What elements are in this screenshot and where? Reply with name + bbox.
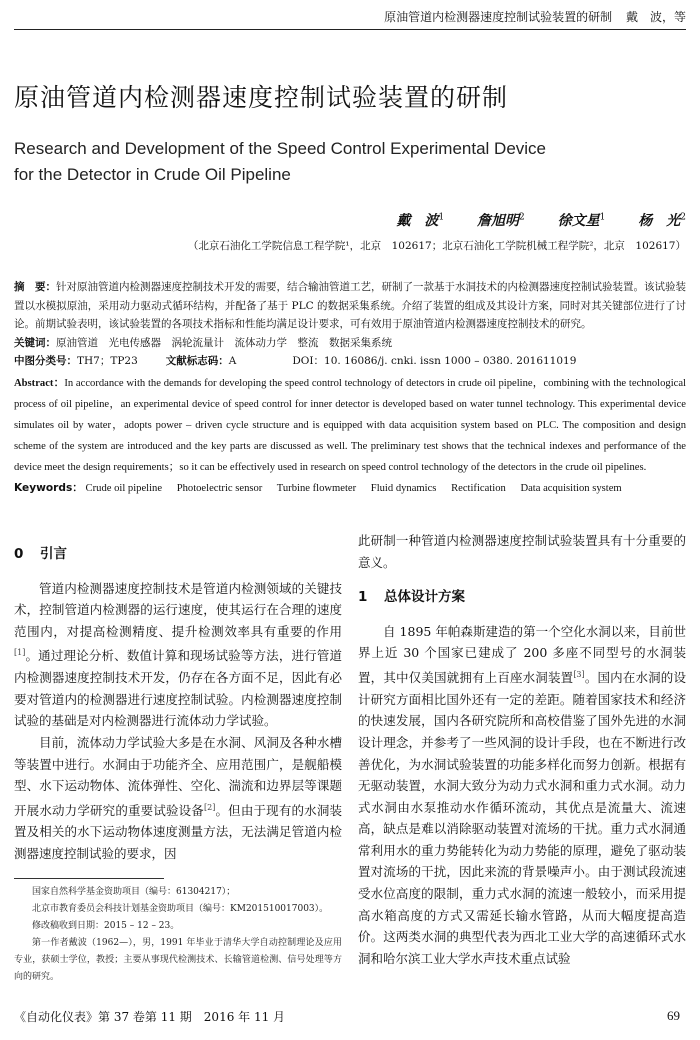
footnote: 北京市教育委员会科技计划基金资助项目（编号：KM201510017003）。	[32, 904, 329, 914]
page-footer	[14, 1008, 686, 1025]
footnote: 修改稿收到日期：2015 – 12 – 23。	[32, 921, 180, 931]
running-author: 戴 波，等	[625, 10, 686, 24]
paper-title-en-line2: for the Detector in Crude Oil Pipeline	[14, 165, 291, 184]
abstract-zh	[14, 278, 686, 334]
paper-title-zh: 原油管道内检测器速度控制试验装置的研制	[14, 83, 509, 112]
paragraph: 目前，流体动力学试验大多是在水洞、风洞及各种水槽等装置中进行。水洞由于功能齐全、应用范围广，是舰船模型、水下运动物体、流体弹性、空化、湍流和边界层等课题开展水动力学研究的重要试验设备[2]。但由于现有的水洞装置及相关的水下运动物体速度测量方法，无法满足管道内检测器速度控制试验的要求，因	[14, 734, 342, 862]
paper-title-en	[14, 136, 686, 188]
paragraph: 管道内检测器速度控制技术是管道内检测领域的关键技术，控制管道内检测器的运行速度，使其运行在合理的速度范围内，对提高检测精度、提升检测效率具有重要的作用[1]。通过理论分析、数值计算和现场试验等方法，进行管道内检测器速度控制技术开发，仍存在各方面不足，因此有必要对管道内的检测器进行速度控制试验。内检测器速度控制试验的基础是对内检测器进行流体动力学试验。	[14, 580, 342, 729]
citation: [1]	[14, 648, 26, 658]
journal-info: 《自动化仪表》第 37 卷第 11 期 2016 年 11 月	[14, 1010, 286, 1024]
keywords-en	[14, 478, 686, 499]
doc-code-label: 文献标志码：	[165, 355, 229, 367]
affiliation: （北京石油化工学院信息工程学院¹，北京 102617；北京石油化工学院机械工程学院²，北京 102617）	[187, 240, 686, 252]
keyword-en: Rectification	[451, 482, 506, 494]
abstract-zh-text: 针对原油管道内检测器速度控制技术开发的需要，结合输油管道工艺，研制了一款基于水洞技术的内检测器速度控制试验装置。该试验装置以水模拟原油，采用动力驱动式循环结构，并配备了基于 PLC 的数据采集系统。介绍了装置的组成及其设计方案，同时对其关键部位进行了讨论。前期试验表明，该试验装置的各项技术指标和性能均满足设计要求，可有效用于原油管道内检测器速度控制技术的研究。	[14, 281, 686, 330]
citation: [2]	[203, 802, 216, 812]
footnote: 国家自然科学基金资助项目（编号：61304217）；	[32, 887, 236, 897]
keyword-en: Turbine flowmeter	[276, 482, 357, 494]
citation: [3]	[573, 669, 585, 679]
footnotes	[14, 884, 342, 986]
footnote: 第一作者戴波（1962—），男，1991 年毕业于清华大学自动控制理论及应用专业，获硕士学位，教授；主要从事现代检测技术、长输管道检测、信号处理等方向的研究。	[14, 938, 342, 982]
right-column	[358, 530, 686, 969]
keyword-en: Data acquisition system	[520, 482, 622, 494]
doi: DOI：10. 16086/j. cnki. issn 1000 – 0380. 201611019	[292, 355, 577, 367]
cls-label: 中图分类号：	[14, 355, 77, 367]
classification-line	[14, 352, 686, 371]
abstract-block	[14, 278, 686, 499]
keywords-zh-label: 关键词：	[14, 336, 56, 349]
keywords-zh	[14, 334, 686, 353]
keyword-en: Fluid dynamics	[370, 482, 437, 494]
keywords-zh-text: 原油管道 光电传感器 涡轮流量计 流体动力学 整流 数据采集系统	[56, 336, 392, 349]
keyword-en: Photoelectric sensor	[176, 482, 263, 494]
running-header	[14, 8, 686, 30]
left-column	[14, 540, 342, 865]
cls-value: TH7；TP23	[77, 355, 138, 367]
abstract-en-label: Abstract：	[14, 377, 65, 389]
section-heading-intro: 0 引言	[14, 546, 67, 562]
running-title: 原油管道内检测器速度控制试验装置的研制	[384, 10, 613, 24]
paragraph-continuation: 此研制一种管道内检测器速度控制试验装置具有十分重要的意义。	[358, 533, 686, 570]
author: 戴 波$^1$	[396, 212, 445, 229]
abstract-zh-label: 摘 要：	[14, 281, 56, 293]
abstract-en-text: In accordance with the demands for developing the speed control technology of detectors in crude oil pipeline，combining with the technological process of oil pipeline，an experimental device of speed control for inner detector is developed based on water tunnel technology. This experimental device simulates oil by water，adopts power – driven cycle structure and is equipped with data acquisition system based on PLC. The composition and design scheme of the system are introduced and the key parts are discussed as well. The preliminary test shows that the technical indexes and performance of the device meet the design requirements；so it can be effectively used in research on speed control technology of the detectors in the crude oil pipelines.	[14, 377, 686, 473]
doc-code-value: A	[228, 355, 237, 367]
keywords-en-label: Keywords：	[14, 481, 83, 494]
author: 徐文星$^1$	[557, 212, 606, 229]
page-number: 69	[667, 1008, 680, 1023]
paragraph: 自 1895 年帕森斯建造的第一个空化水洞以来，目前世界上近 30 个国家已建成了 200 多座不同型号的水洞装置，其中仅美国就拥有上百座水洞装置[3]。国内在水洞的设计研究方面相比国外还有一定的差距。随着国家技术和经济的快速发展，国内各研究院所和高校借鉴了国外先进的水洞设计理念，并参考了一些风洞的设计手段，也在不断进行改善优化，为水洞试验装置的功能多样化而努力创新。根据有无驱动装置，水洞大致分为动力式水洞和重力式水洞。动力式水洞由水泵推动水作循环流动，其优点是流量大、流速高，缺点是难以消除驱动装置对流场的干扰。重力式水洞通常利用水的重力势能转化为动力势能的原理，避免了驱动装置对流场的干扰，因此来流的背景噪声小。由于测试段流速受水位高度的限制，重力式水洞的流速一般较小，而采用提高水箱高度的方式又需延长输水管路，从而大幅度提高造价。这两类水洞的典型代表为西北工业大学的高速循环式水洞和哈尔滨工业大学水声技术重点试验	[358, 623, 686, 966]
author-list	[368, 210, 686, 230]
footnote-divider	[14, 878, 164, 879]
abstract-en	[14, 373, 686, 478]
author: 杨 光$^2$	[638, 212, 686, 229]
section-heading-design: 1 总体设计方案	[358, 589, 465, 606]
author: 詹旭明$^2$	[477, 212, 525, 229]
keyword-en: Crude oil pipeline	[85, 482, 163, 494]
paper-title-en-line1: Research and Development of the Speed Control Experimental Device	[14, 139, 547, 158]
